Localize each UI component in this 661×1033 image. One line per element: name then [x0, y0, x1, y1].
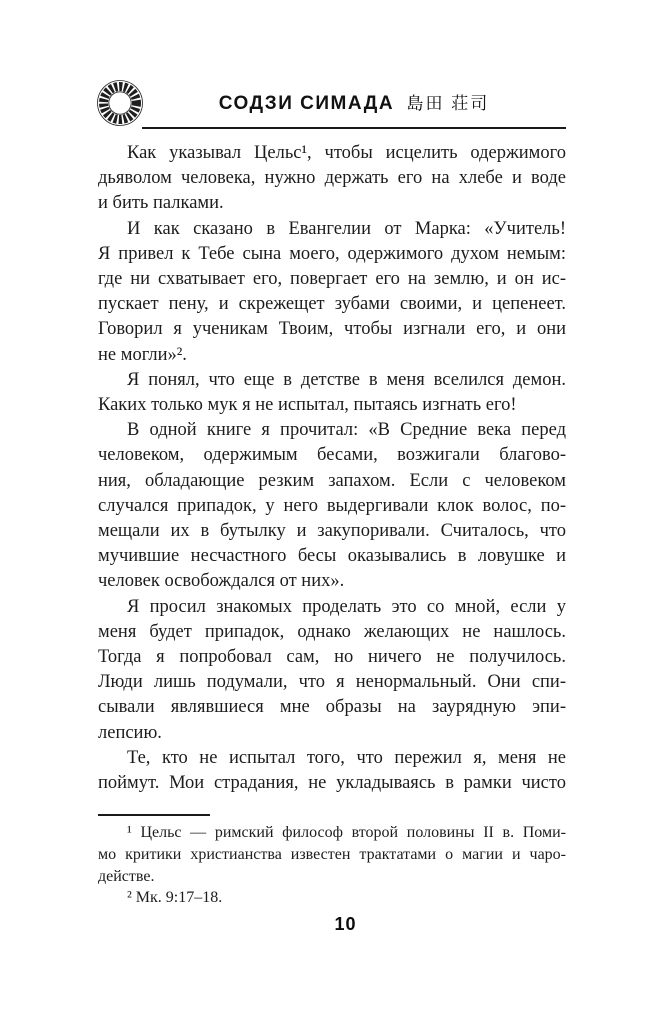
footnotes	[98, 822, 566, 909]
text-line: меня будет припадок, однако желающих не нашлось.	[98, 621, 566, 642]
paragraph	[98, 141, 566, 217]
text-line: человеком, одержимым бесами, возжигали благово-	[98, 445, 566, 466]
paragraph	[98, 746, 566, 796]
text-line: ния, обладающие резким запахом. Если с человеком	[98, 470, 566, 491]
text-line: Как указывал Цельс¹, чтобы исцелить одержимого	[127, 143, 566, 163]
text-line: Я понял, что еще в детстве в меня вселился демон.	[127, 369, 566, 390]
text-line: И как сказано в Евангелии от Марка: «Учитель!	[127, 218, 566, 239]
page-number: 10	[334, 914, 357, 934]
text-line: действе.	[98, 867, 155, 885]
text-line: ² Мк. 9:17–18.	[127, 889, 223, 907]
author-title	[142, 89, 566, 115]
footnote	[98, 822, 566, 887]
text-line: ¹ Цельс — римский философ второй половины II в. Поми-	[127, 824, 566, 841]
paragraph	[98, 217, 566, 368]
text-line: мучившие несчастного бесы оказывались в ловушке и	[98, 546, 566, 567]
text-line: не могли»².	[98, 344, 187, 365]
text-line: Люди лишь подумали, что я ненормальный. Они спи-	[98, 672, 566, 693]
text-line: Те, кто не испытал того, что пережил я, меня не	[127, 747, 566, 768]
text-line: Я просил знакомых проделать это со мной, если у	[127, 596, 566, 617]
text-line: мещали их в бутылку и закупоривали. Считалось, что	[98, 521, 566, 542]
text-line: сывали являвшиеся мне образы на заурядную эпи-	[98, 697, 566, 718]
text-line: В одной книге я прочитал: «В Средние века перед	[127, 420, 566, 441]
text-line: случался припадок, у него выдергивали клок волос, по-	[98, 495, 566, 516]
text-line: Я привел к Тебе сына моего, одержимого духом немым:	[98, 243, 566, 264]
text-line: поймут. Мои страдания, не укладываясь в рамки чисто	[98, 773, 566, 794]
header-rule	[142, 127, 566, 129]
text-line: человек освобождался от них».	[98, 571, 345, 592]
text-line: Говорил я ученикам Твоим, чтобы изгнали его, и они	[98, 319, 566, 340]
publisher-seal-icon	[96, 79, 144, 127]
paragraph	[98, 595, 566, 746]
text-line: и бить палками.	[98, 193, 224, 214]
footnote	[98, 887, 566, 909]
text-line: пускает пену, и скрежещет зубами своими, и цепенеет.	[98, 294, 566, 315]
paragraph	[98, 418, 566, 594]
text-line: где ни схватывает его, повергает его на землю, и он ис-	[98, 269, 566, 290]
paragraph	[98, 368, 566, 418]
footnote-separator	[98, 814, 210, 816]
author-name-cyrillic: СОДЗИ СИМАДА	[218, 93, 395, 114]
body-text	[98, 141, 566, 796]
text-line: лепсию.	[98, 722, 162, 743]
text-line: дьяволом человека, нужно держать его на хлебе и воде	[98, 168, 566, 189]
text-line: Каких только мук я не испытал, пытаясь изгнать его!	[98, 395, 517, 416]
text-line: Тогда я попробовал сам, но ничего не получилось.	[98, 647, 566, 668]
author-name-japanese: 島田 荘司	[406, 94, 490, 113]
text-line: мо критики христианства известен трактатами о магии и чаро-	[98, 845, 566, 863]
